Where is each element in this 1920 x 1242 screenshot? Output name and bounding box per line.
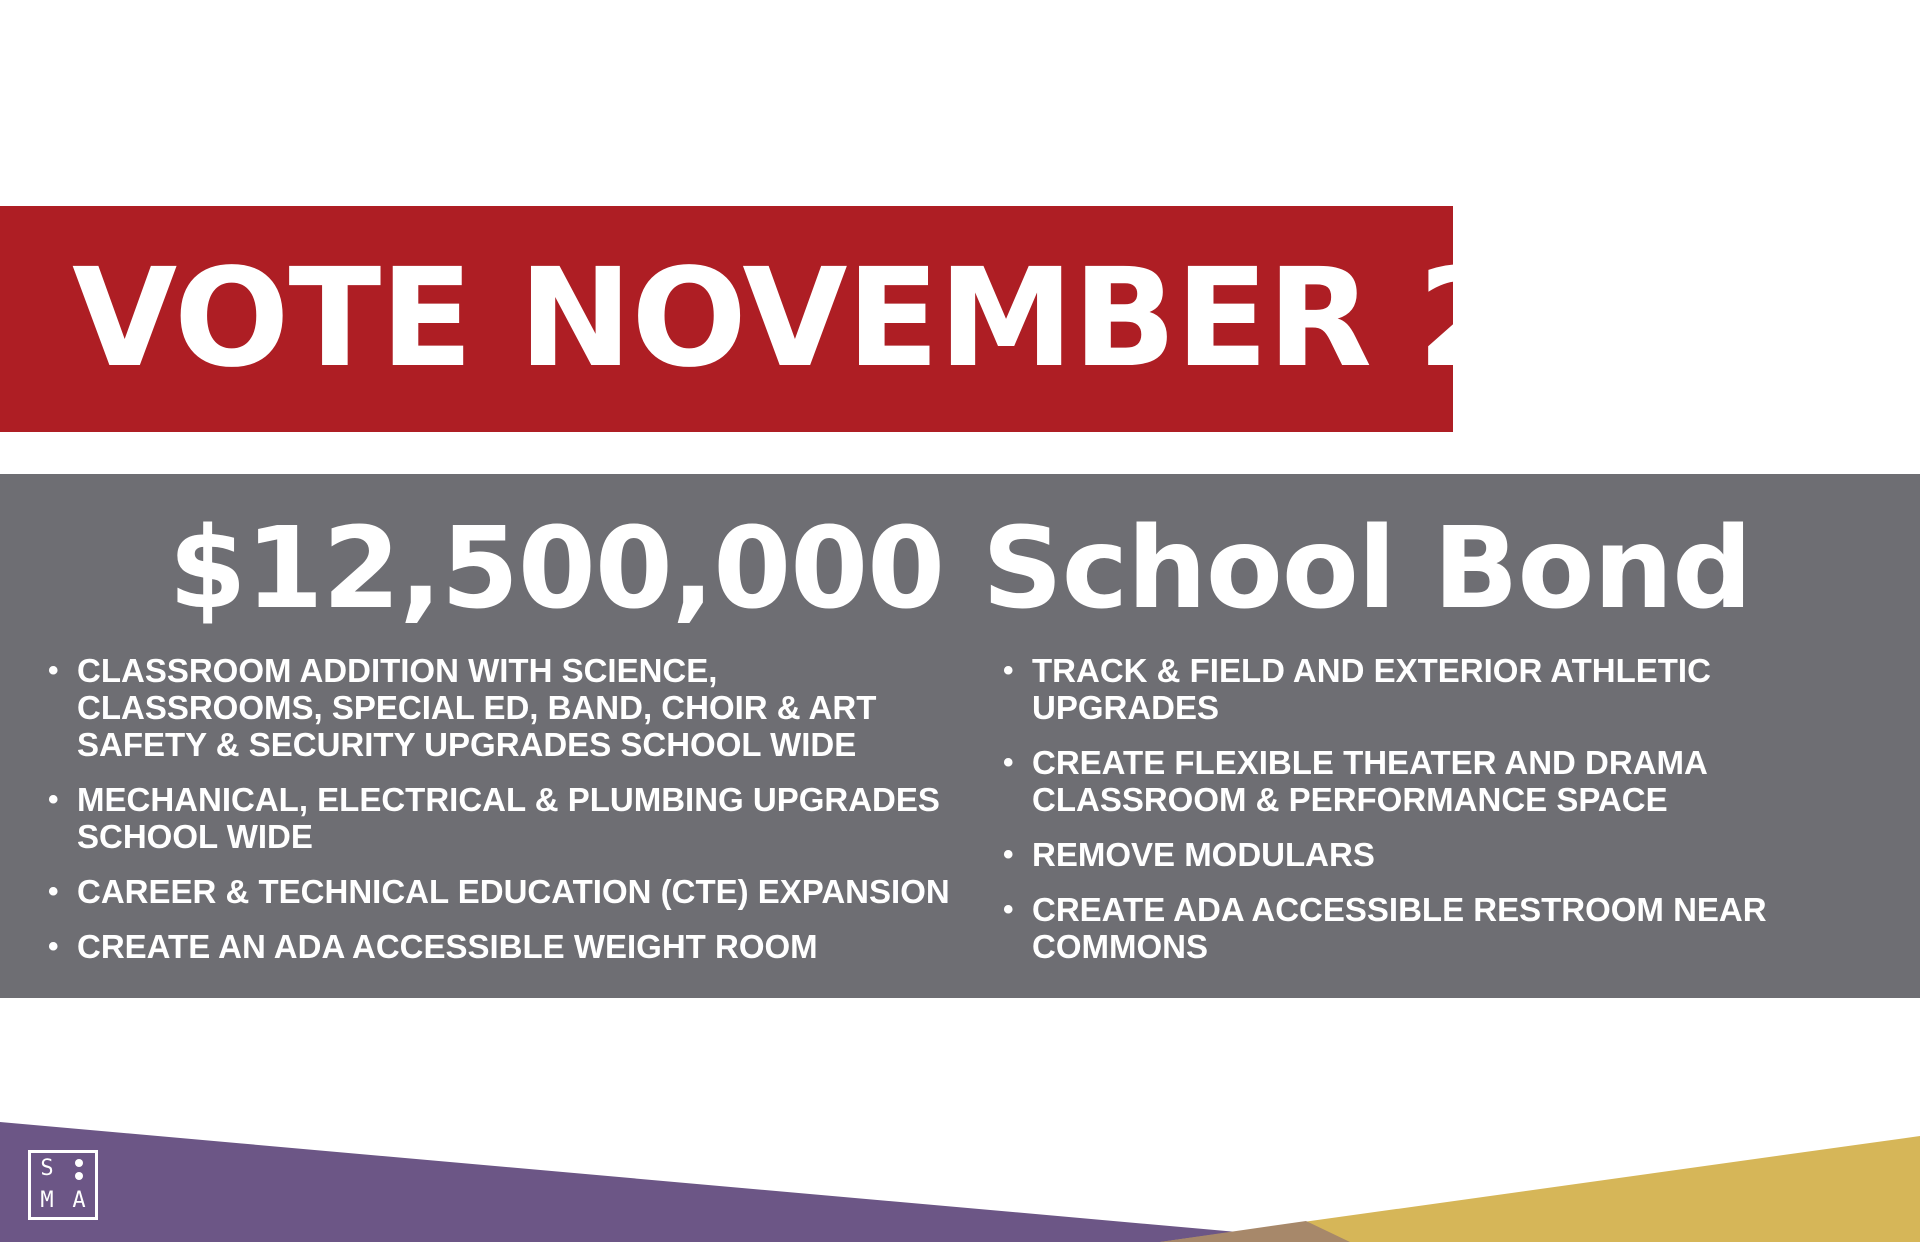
project-item — [48, 928, 968, 965]
project-item — [1003, 652, 1883, 726]
logo-dots — [75, 1159, 83, 1180]
project-item-text: REMOVE MODULARS — [1032, 836, 1375, 873]
bullet-mark: • — [48, 875, 59, 908]
sma-logo — [28, 1150, 98, 1220]
bullet-mark: • — [1003, 838, 1014, 871]
project-item — [48, 652, 968, 763]
project-item-text: CREATE FLEXIBLE THEATER AND DRAMA CLASSROOM & PERFORMANCE SPACE — [1032, 744, 1707, 818]
bullet-mark: • — [1003, 654, 1014, 687]
project-item-text: TRACK & FIELD AND EXTERIOR ATHLETIC UPGRADES — [1032, 652, 1711, 726]
project-item — [48, 873, 968, 910]
bond-title: $12,500,000 School Bond — [168, 504, 1752, 634]
bond-panel — [0, 474, 1920, 998]
logo-letter-m: M — [40, 1188, 54, 1213]
bullet-mark: • — [1003, 893, 1014, 926]
bullet-mark: • — [1003, 746, 1014, 779]
purple-stripe — [0, 1122, 1350, 1242]
footer-stripes — [0, 1100, 1920, 1242]
project-list-left — [48, 652, 968, 983]
project-item — [1003, 744, 1883, 818]
bullet-mark: • — [48, 783, 59, 816]
logo-letter-s: S — [40, 1156, 54, 1181]
vote-date-heading: VOTE NOVEMBER 2 — [72, 240, 1512, 398]
project-item — [1003, 891, 1883, 965]
project-item — [48, 781, 968, 855]
bullet-mark: • — [48, 654, 59, 687]
project-item — [1003, 836, 1883, 873]
project-item-text: CLASSROOM ADDITION WITH SCIENCE, CLASSROOMS, SPECIAL ED, BAND, CHOIR & ART SAFETY & SECURITY UPGRADES SCHOOL WIDE — [77, 652, 877, 763]
vote-banner — [0, 206, 1512, 432]
project-list-right — [1003, 652, 1883, 983]
project-item-text: MECHANICAL, ELECTRICAL & PLUMBING UPGRADES SCHOOL WIDE — [77, 781, 940, 855]
project-item-text: CREATE AN ADA ACCESSIBLE WEIGHT ROOM — [77, 928, 818, 965]
project-item-text: CAREER & TECHNICAL EDUCATION (CTE) EXPANSION — [77, 873, 950, 910]
project-item-text: CREATE ADA ACCESSIBLE RESTROOM NEAR COMMONS — [1032, 891, 1767, 965]
logo-letter-a: A — [72, 1188, 86, 1213]
bullet-mark: • — [48, 930, 59, 963]
